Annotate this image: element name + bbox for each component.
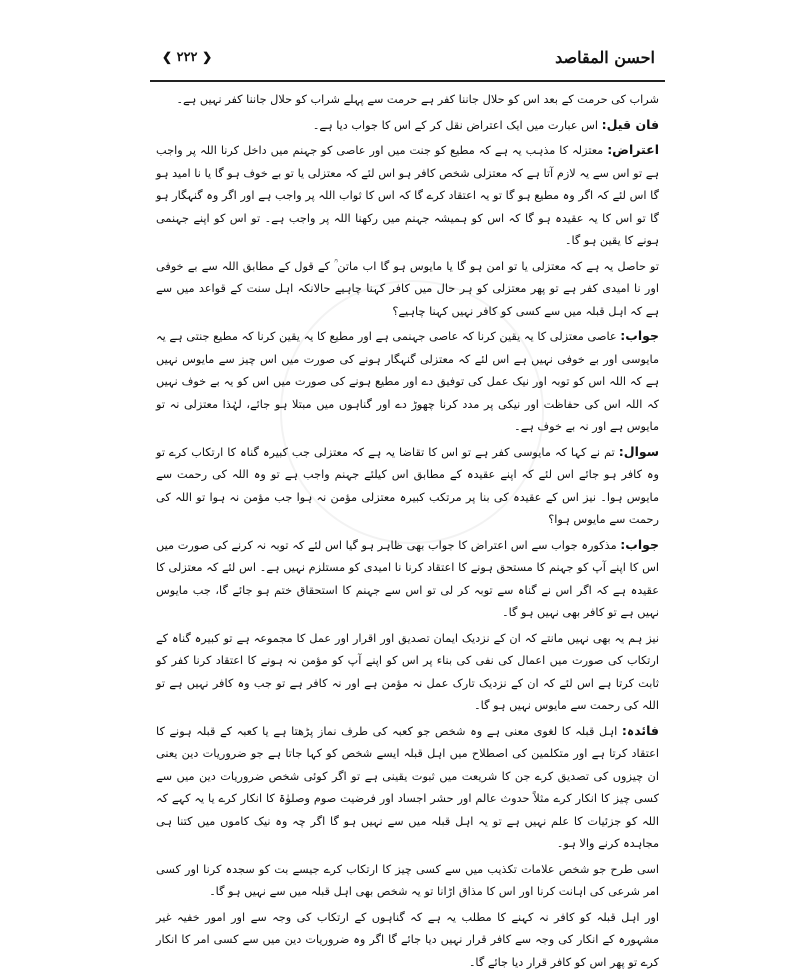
paragraph-text: نیز ہم یہ بھی نہیں مانتے کہ ان کے نزدیک ایمان تصدیق اور اقرار اور عمل کا مجموعہ ہے تو کبیرہ گناہ کے ارتکاب کی صورت میں اعمال کی نفی کی بناء پر اس کو اپنے آپ کو مؤمن نہ ہونے کا اعتقاد کرنا کفر کو ثابت کرتا ہے اس لئے کہ ان کے نزدیک تارک عمل نہ مؤمن ہے اور نہ کافر ہے تو جب وہ کافر نہیں ہے تو اللہ کی رحمت سے مایوس نہیں ہو گا۔ bbox=[156, 632, 659, 713]
paragraph bbox=[156, 441, 659, 532]
paragraph-label: جواب: bbox=[620, 537, 659, 552]
paragraph-text: اس عبارت میں ایک اعتراض نقل کر کے اس کا جواب دیا ہے۔ bbox=[313, 119, 598, 132]
paragraph-label: اعتراض: bbox=[607, 142, 659, 157]
paragraph-label: فان قیل: bbox=[602, 117, 659, 132]
book-page bbox=[150, 40, 665, 710]
paragraph-label: جواب: bbox=[620, 328, 659, 343]
paragraph-text: اہل قبلہ کا لغوی معنی ہے وہ شخص جو کعبہ کی طرف نماز پڑھتا ہے یا کعبہ کے قبلہ ہونے کا اعتقاد کرتا ہے اور متکلمین کی اصطلاح میں اہل قبلہ ایسے شخص کو کہا جاتا ہے جو ضروریات دین یعنی ان چیزوں کی تصدیق کرے جن کا شریعت میں ثبوت یقینی ہے تو اگر کوئی شخص ضروریات دین میں سے کسی چیز کا انکار کرے مثلاً حدوث عالم اور حشر اجساد اور فرضیت صوم وصلوٰۃ کا انکار کرے یا یہ کہے کہ اللہ کو جزئیات کا علم نہیں ہے تو یہ اہل قبلہ میں سے نہیں ہو گا اگر چہ وہ نیک کاموں میں کتنا ہی مجاہدہ کرنے والا ہو۔ bbox=[156, 725, 659, 851]
paragraph bbox=[156, 325, 659, 439]
paragraph bbox=[156, 114, 659, 138]
paragraph bbox=[156, 534, 659, 625]
paragraph bbox=[156, 255, 659, 324]
paragraph-text: شراب کی حرمت کے بعد اس کو حلال جاننا کفر ہے حرمت سے پہلے شراب کو حلال جاننا کفر نہیں ہے۔ bbox=[176, 93, 659, 106]
paragraph bbox=[156, 139, 659, 253]
paragraph-text: معتزلہ کا مذہب یہ ہے کہ مطیع کو جنت میں اور عاصی کو جہنم میں داخل کرنا اللہ پر واجب ہے تو اس سے یہ لازم آتا ہے کہ معتزلی شخص کافر ہو اس لئے کہ معتزلی یا تو بے خوف ہو گا یا نا امید ہو گا اس لئے کہ اگر وہ مطیع ہو گا تو یہ اعتقاد کرے گا کہ اس کا ثواب اللہ پر واجب ہے اور اگر وہ گنہگار ہو گا تو اس کا یہ عقیدہ ہو گا کہ اس کو ہمیشہ جہنم میں رکھنا اللہ پر واجب ہے۔ تو اس کو اپنے جہنمی ہونے کا یقین ہو گا۔ bbox=[156, 144, 659, 247]
paragraph-text: عاصی معتزلی کا یہ یقین کرنا کہ عاصی جہنمی ہے اور مطیع کا یہ یقین کرنا کہ مطیع جنتی ہے یہ مایوسی اور بے خوفی نہیں ہے اس لئے کہ معتزلی گنہگار ہونے کی صورت میں اس چیز سے مایوس نہیں ہے کہ اللہ اس کو توبہ اور نیک عمل کی توفیق دے اور مطیع ہونے کی صورت میں اس کو یہ بے خوف نہیں کہ اللہ اس کی حفاظت اور نیکی پر مدد کرنا چھوڑ دے اور گناہوں میں مبتلا ہو جائے، لہٰذا معتزلی نہ تو مایوس ہے اور نہ بے خوف ہے۔ bbox=[156, 330, 659, 433]
paragraph bbox=[156, 627, 659, 718]
paragraph bbox=[156, 858, 659, 904]
paragraph-text: مذکورہ جواب سے اس اعتراض کا جواب بھی ظاہر ہو گیا اس لئے کہ توبہ نہ کرنے کی صورت میں اس کا اپنے آپ کو جہنم کا مستحق ہونے کا اعتقاد کرنا نا امیدی کو مستلزم نہیں ہے۔ اس لئے کہ معتزلی کا عقیدہ ہے کہ اگر اس نے گناہ سے توبہ کر لی تو اس سے جہنم کا استحقاق ختم ہو جائے گا، جب مایوس نہیں ہے تو کافر بھی نہیں ہو گا۔ bbox=[156, 539, 659, 620]
paragraph-label: سوال: bbox=[619, 444, 659, 459]
paragraph bbox=[156, 720, 659, 856]
paragraph-label: فائدہ: bbox=[622, 723, 659, 738]
page-header bbox=[150, 40, 665, 82]
book-title: احسن المقاصد bbox=[555, 48, 655, 67]
paragraph bbox=[156, 88, 659, 112]
page-number-box bbox=[162, 50, 212, 65]
paragraph-text: اور اہل قبلہ کو کافر نہ کہنے کا مطلب یہ ہے کہ گناہوں کے ارتکاب کی وجہ سے اور امور خفیہ غیر مشہورہ کے انکار کی وجہ سے کافر قرار نہیں دیا جائے گا اگر وہ ضروریات دین میں سے کسی امر کا انکار کرے تو پھر اس کو کافر قرار دیا جائے گا۔ bbox=[156, 911, 659, 969]
right-ornament-icon: ❯ bbox=[202, 50, 212, 64]
page-number: ۲۲۲ bbox=[177, 50, 198, 65]
paragraph-text: اسی طرح جو شخص علامات تکذیب میں سے کسی چیز کا ارتکاب کرے جیسے بت کو سجدہ کرنا اور کسی امر شرعی کی اہانت کرنا اور اس کا مذاق اڑانا تو یہ شخص بھی اہل قبلہ میں سے نہیں ہو گا۔ bbox=[156, 863, 659, 899]
page-body bbox=[156, 88, 659, 710]
paragraph-text: تم نے کہا کہ مایوسی کفر ہے تو اس کا تقاضا یہ ہے کہ معتزلی جب کبیرہ گناہ کا ارتکاب کرے تو وہ کافر ہو جائے اس لئے کہ اپنے عقیدہ کے مطابق اس کیلئے جہنم واجب ہے تو وہ اللہ کی رحمت سے مایوس ہوا۔ نیز اس کے عقیدہ کی بنا پر مرتکب کبیرہ معتزلی مؤمن نہ ہوا جب مؤمن نہ ہوا تو اللہ کی رحمت سے مایوس ہوا؟ bbox=[156, 446, 659, 527]
left-ornament-icon: ❮ bbox=[162, 50, 172, 64]
paragraph bbox=[156, 906, 659, 974]
paragraph-text: تو حاصل یہ ہے کہ معتزلی یا تو امن ہو گا یا مایوس ہو گا اب ماتن ؒ کے قول کے مطابق اللہ سے بے خوفی اور نا امیدی کفر ہے تو پھر معتزلی کو ہر حال میں کافر کہنا چاہیے حالانکہ اہل سنت کے قواعد میں سے ہے کہ اہل قبلہ میں سے کسی کو کافر نہیں کہنا چاہیے؟ bbox=[156, 260, 659, 318]
